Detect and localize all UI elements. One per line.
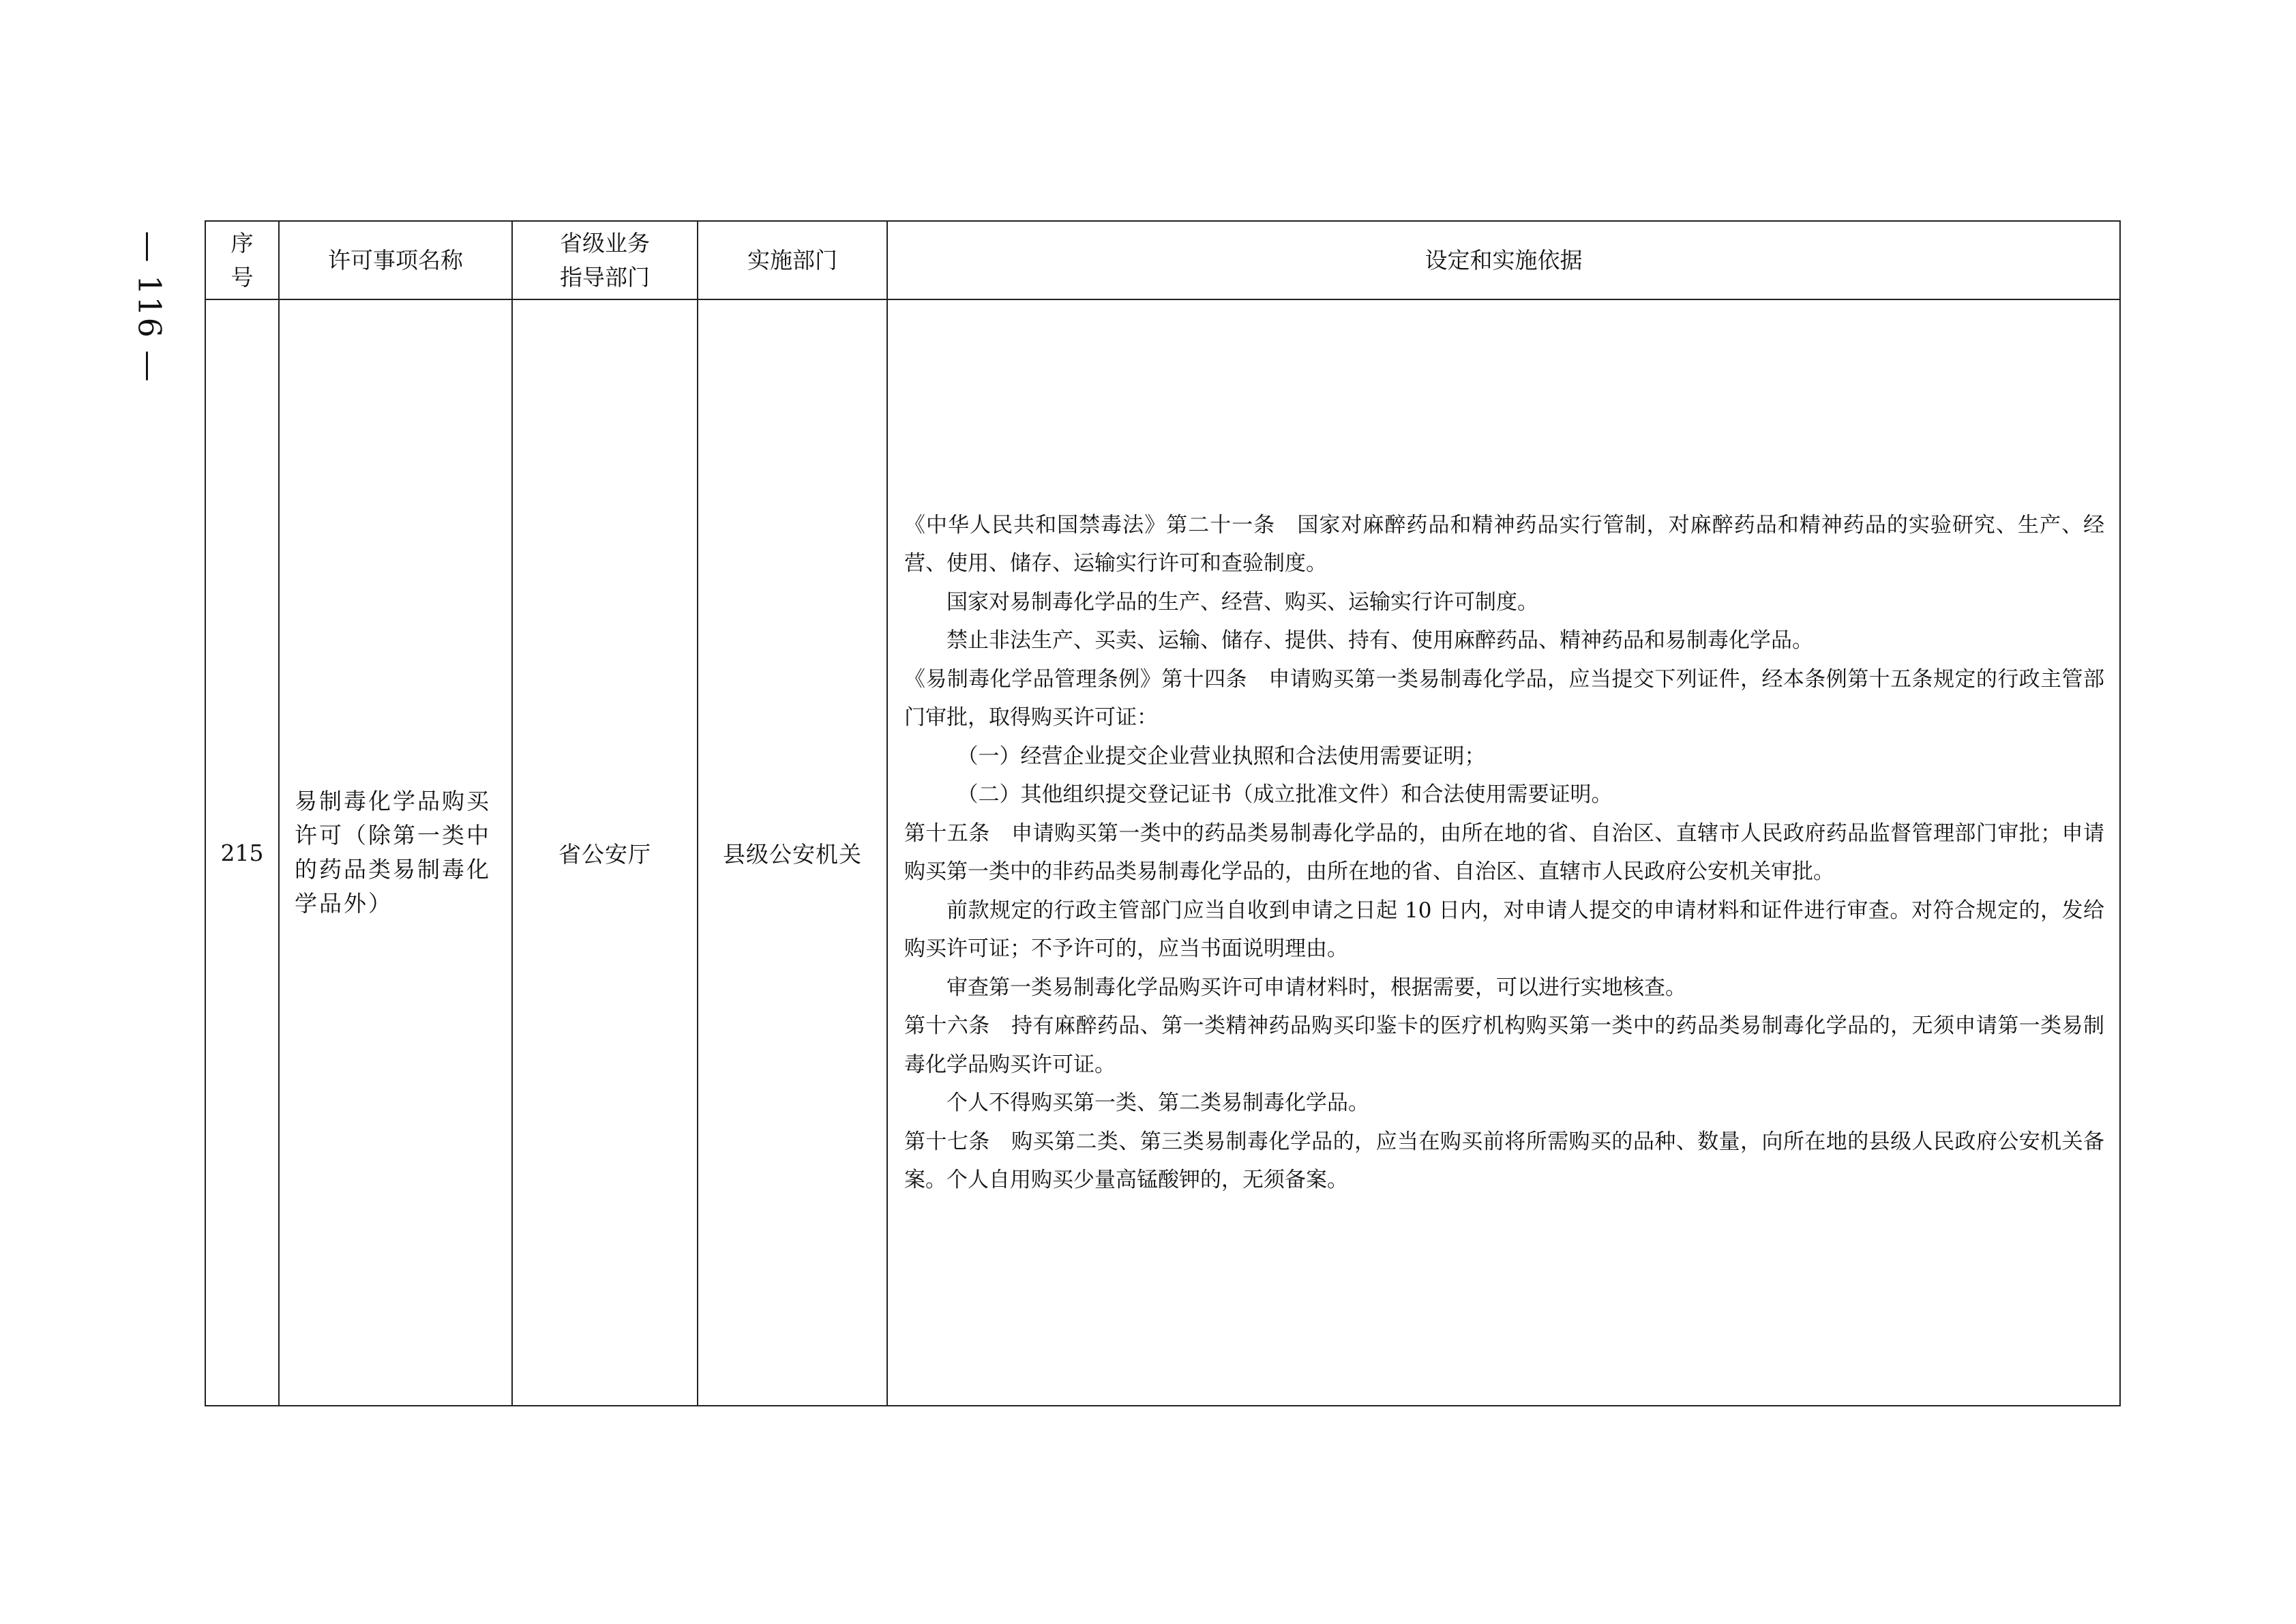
basis-paragraph: 第十五条 申请购买第一类中的药品类易制毒化学品的，由所在地的省、自治区、直辖市人民政府药品监督管理部门审批；申请购买第一类中的非药品类易制毒化学品的，由所在地的省、自治区、直辖市人民政府公安机关审批。	[904, 821, 2104, 884]
header-impl: 实施部门	[698, 221, 887, 299]
row-dept: 省公安厅	[512, 299, 698, 1406]
basis-paragraph: 第十六条 持有麻醉药品、第一类精神药品购买印鉴卡的医疗机构购买第一类中的药品类易制毒化学品的，无须申请第一类易制毒化学品购买许可证。	[904, 1014, 2104, 1077]
table-body	[205, 299, 2120, 1406]
license-table	[205, 220, 2121, 1406]
basis-paragraph: 禁止非法生产、买卖、运输、储存、提供、持有、使用麻醉药品、精神药品和易制毒化学品。	[946, 628, 1813, 653]
table-header	[205, 221, 2120, 299]
header-dept-line-2: 指导部门	[560, 263, 650, 291]
header-row	[205, 221, 2120, 299]
page-number	[109, 218, 191, 396]
row-basis	[887, 299, 2120, 1406]
page-number-text: — 116 —	[132, 231, 169, 383]
basis-paragraph: 《中华人民共和国禁毒法》第二十一条 国家对麻醉药品和精神药品实行管制，对麻醉药品和精神药品的实验研究、生产、经营、使用、储存、运输实行许可和查验制度。	[904, 512, 2104, 576]
header-dept-line-1: 省级业务	[560, 229, 650, 256]
basis-paragraph: （二）其他组织提交登记证书（成立批准文件）和合法使用需要证明。	[957, 782, 1613, 807]
row-no: 215	[205, 299, 279, 1406]
basis-paragraph: 《易制毒化学品管理条例》第十四条 申请购买第一类易制毒化学品，应当提交下列证件，经本条例第十五条规定的行政主管部门审批，取得购买许可证：	[904, 666, 2104, 730]
header-no-line-1: 序	[230, 229, 254, 256]
table-row	[205, 299, 2120, 1406]
row-name: 易制毒化学品购买许可（除第一类中的药品类易制毒化学品外）	[279, 299, 512, 1406]
basis-paragraph: 第十七条 购买第二类、第三类易制毒化学品的，应当在购买前将所需购买的品种、数量，向所在地的县级人民政府公安机关备案。个人自用购买少量高锰酸钾的，无须备案。	[904, 1129, 2104, 1192]
basis-paragraph: 国家对易制毒化学品的生产、经营、购买、运输实行许可制度。	[946, 589, 1538, 615]
header-basis: 设定和实施依据	[887, 221, 2120, 299]
basis-paragraph: 审查第一类易制毒化学品购买许可申请材料时，根据需要，可以进行实地核查。	[946, 975, 1686, 1000]
basis-paragraph: （一）经营企业提交企业营业执照和合法使用需要证明；	[957, 743, 1486, 769]
header-no	[205, 221, 279, 299]
header-no-line-2: 号	[230, 263, 254, 291]
basis-text	[904, 506, 2104, 1200]
basis-paragraph: 个人不得购买第一类、第二类易制毒化学品。	[946, 1091, 1369, 1115]
basis-paragraph: 前款规定的行政主管部门应当自收到申请之日起 10 日内，对申请人提交的申请材料和证件进行审查。对符合规定的，发给购买许可证；不予许可的，应当书面说明理由。	[904, 898, 2104, 961]
header-name: 许可事项名称	[279, 221, 512, 299]
row-impl: 县级公安机关	[698, 299, 887, 1406]
header-dept	[512, 221, 698, 299]
